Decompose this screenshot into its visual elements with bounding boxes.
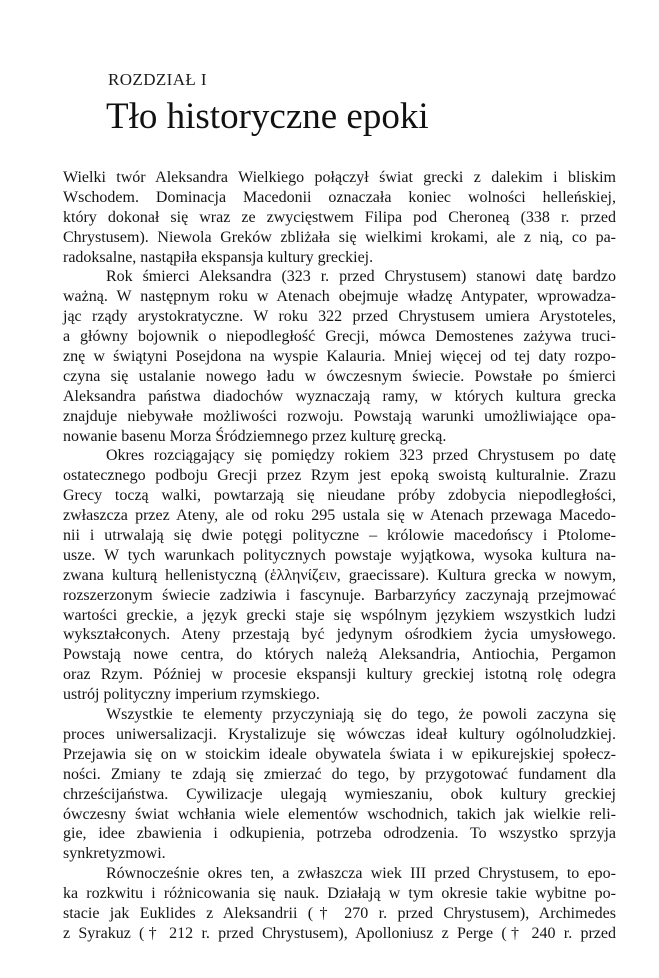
text-line: synkretyzmowi. bbox=[63, 845, 166, 863]
text-line: ostatecznego podboju Grecji przez Rzym jest epoką swoistą kulturalnie. Zrazu bbox=[63, 467, 616, 485]
text-line: ustrój polityczny imperium rzymskiego. bbox=[63, 686, 320, 704]
text-line: jąc rządy arystokratyczne. W roku 322 przed Chrystusem umiera Arystoteles, bbox=[63, 308, 616, 326]
text-line: Równocześnie okres ten, a zwłaszcza wiek III przed Chrystusem, to epo- bbox=[106, 865, 616, 883]
text-line: gie, idee zbawienia i odkupienia, potrzeba odrodzenia. To wszystko sprzyja bbox=[63, 825, 616, 843]
text-line: ważną. W następnym roku w Atenach obejmuje władzę Antypater, wprowadza- bbox=[63, 288, 616, 306]
text-line: ówczesny świat wchłania wiele elementów wschodnich, takich jak wielkie reli- bbox=[63, 805, 616, 823]
text-line-greek: zwana kulturą hellenistyczną (ἑλληνίζειν, graecissare). Kultura grecka w nowym, bbox=[63, 566, 616, 584]
text-line: wartości greckie, a język grecki staje się wspólnym językiem wszystkich ludzi bbox=[63, 606, 616, 624]
text-line: proces uniwersalizacji. Krystalizuje się wówczas ideał kultury ogólnoludzkiej. bbox=[63, 725, 616, 743]
text-line: Chrystusem). Niewola Greków zbliżała się wielkimi krokami, ale z nią, co pa- bbox=[63, 228, 616, 246]
paragraph-5 bbox=[63, 864, 616, 944]
text-line: a główny bojownik o niepodległość Grecji, mówca Demostenes zażywa truci- bbox=[63, 328, 616, 346]
text-line: z Syrakuz († 212 r. przed Chrystusem), Apolloniusz z Perge († 240 r. przed bbox=[63, 924, 616, 942]
text-line: ka rozkwitu i różnicowania się nauk. Działają w tym okresie takie wybitne po- bbox=[63, 885, 616, 903]
text-line: Przejawia się on w stoickim ideale obywatela świata i w epikurejskiej społecz- bbox=[63, 745, 616, 763]
text-line: radoksalne, nastąpiła ekspansja kultury greckiej. bbox=[63, 248, 374, 266]
paragraph-4 bbox=[63, 705, 616, 864]
chapter-title: Tło historyczne epoki bbox=[106, 96, 429, 137]
text-line: Aleksandra państwa diadochów wyznaczają ramy, w których kultura grecka bbox=[63, 387, 616, 405]
text-line: Wszystkie te elementy przyczyniają się do tego, że powoli zaczyna się bbox=[106, 706, 616, 724]
text-line: ności. Zmiany te zdają się zmierzać do tego, by przygotować fundament dla bbox=[63, 765, 616, 783]
text-line: nowanie basenu Morza Śródziemnego przez kulturę grecką. bbox=[63, 427, 447, 445]
text-line: rozszerzonym świecie zadziwia i fascynuje. Barbarzyńcy zaczynają przejmować bbox=[63, 586, 616, 604]
text-line: Okres rozciągający się pomiędzy rokiem 323 przed Chrystusem po datę bbox=[106, 447, 616, 465]
chapter-label: ROZDZIAŁ I bbox=[108, 70, 207, 89]
text-line: znę w świątyni Posejdona na wyspie Kalauria. Mniej więcej od tej daty rozpo- bbox=[63, 348, 616, 366]
text-line: czyna się ustalanie nowego ładu w ówczesnym świecie. Powstałe po śmierci bbox=[63, 367, 616, 385]
text-line: stacie jak Euklides z Aleksandrii († 270 r. przed Chrystusem), Archimedes bbox=[63, 904, 616, 922]
text-line: Rok śmierci Aleksandra (323 r. przed Chrystusem) stanowi datę bardzo bbox=[106, 268, 616, 286]
text-line: Wielki twór Aleksandra Wielkiego połączył świat grecki z dalekim i bliskim bbox=[63, 169, 616, 186]
text-line: wykształconych. Ateny przestają być jedynym ośrodkiem życia umysłowego. bbox=[63, 626, 616, 644]
paragraph-3 bbox=[63, 446, 616, 705]
text-line: oraz Rzym. Później w procesie ekspansji kultury greckiej istotną rolę odegra bbox=[63, 666, 616, 684]
text-line: Grecy toczą walki, powtarzają się nieudane próby zdobycia niepodległości, bbox=[63, 487, 616, 505]
text-line: zwłaszcza przez Ateny, ale od roku 295 ustala się w Atenach przewaga Macedo- bbox=[63, 507, 616, 525]
text-line: który dokonał się wraz ze zwycięstwem Filipa pod Cheroneą (338 r. przed bbox=[63, 208, 616, 226]
text-line: nii i utrwalają się dwie potęgi polityczne – królowie macedońscy i Ptolome- bbox=[63, 527, 616, 545]
paragraph-1 bbox=[63, 168, 616, 267]
text-line: chrześcijaństwa. Cywilizacje ulegają wymieszaniu, obok kultury greckiej bbox=[63, 785, 616, 803]
text-line: Powstają nowe centra, do których należą Aleksandria, Antiochia, Pergamon bbox=[63, 646, 616, 664]
paragraph-2 bbox=[63, 267, 616, 446]
text-line: Wschodem. Dominacja Macedonii oznaczała koniec wolności helleńskiej, bbox=[63, 188, 616, 206]
body-text bbox=[63, 168, 616, 944]
text-line: usze. W tych warunkach politycznych powstaje wyjątkowa, wysoka kultura na- bbox=[63, 546, 616, 564]
text-line: znajduje niebywałe możliwości rozwoju. Powstają warunki umożliwiające opa- bbox=[63, 407, 616, 425]
